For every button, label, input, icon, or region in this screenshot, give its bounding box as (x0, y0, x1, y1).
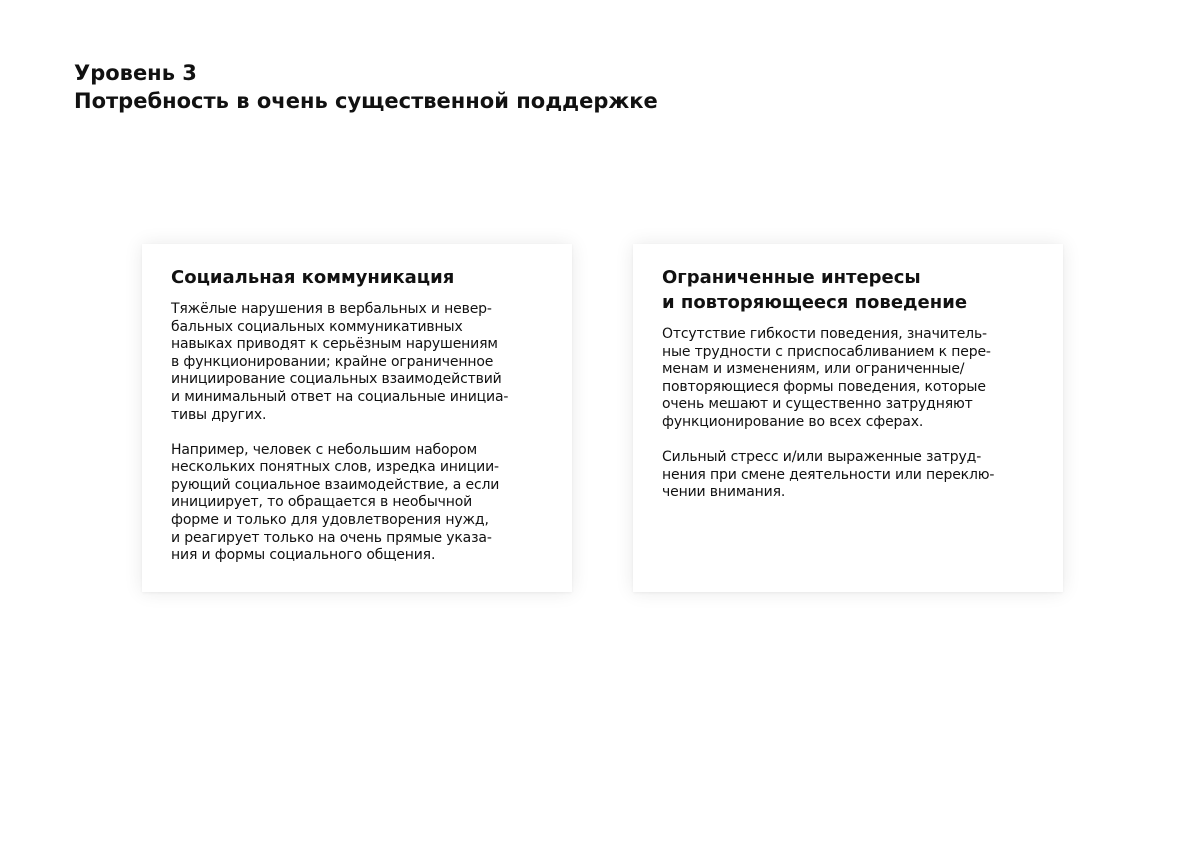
text-line: Отсутствие гибкости поведения, значитель- (662, 326, 987, 342)
text-line: форме и только для удовлетворения нужд, (171, 512, 489, 529)
text-line: ния и формы социального общения. (171, 547, 436, 564)
card-paragraph (171, 442, 548, 565)
card-paragraph (171, 301, 548, 424)
text-line: повторяющиеся формы поведения, которые (662, 378, 986, 395)
text-line: рующий социальное взаимодействие, а если (171, 476, 500, 493)
card-title-line: Социальная коммуникация (171, 267, 455, 288)
card-title (171, 265, 548, 290)
page-title-level: Уровень 3 (74, 61, 197, 85)
text-line: Сильный стресс и/или выраженные затруд- (662, 449, 982, 466)
text-line: Например, человек с небольшим набором (171, 441, 478, 458)
card-paragraph (662, 449, 1039, 502)
text-line: и минимальный ответ на социальные инициа- (171, 388, 509, 405)
text-line: бальных социальных коммуникативных (171, 318, 463, 335)
card-title-line: Ограниченные интересы (662, 267, 921, 288)
text-line: очень мешают и существенно затрудняют (662, 396, 973, 413)
page-title-description: Потребность в очень существенной поддержке (74, 89, 658, 113)
text-line: функционирование во всех сферах. (662, 413, 924, 430)
text-line: чении внимания. (662, 484, 786, 501)
card-restricted-interests (633, 244, 1063, 592)
text-line: нескольких понятных слов, изредка иниции- (171, 459, 499, 476)
text-line: менам и изменениям, или ограниченные/ (662, 361, 965, 378)
text-line: тивы других. (171, 406, 267, 423)
text-line: ные трудности с приспосабливанием к пере- (662, 343, 991, 360)
text-line: навыках приводят к серьёзным нарушениям (171, 336, 498, 353)
text-line: нения при смене деятельности или переклю- (662, 466, 995, 483)
text-line: инициирует, то обращается в необычной (171, 494, 473, 511)
text-line: в функционировании; крайне ограниченное (171, 353, 494, 370)
card-title-line: и повторяющееся поведение (662, 292, 968, 313)
text-line: и реагирует только на очень прямые указа- (171, 529, 492, 546)
page-title (74, 59, 658, 115)
card-title (662, 265, 1039, 315)
card-social-communication (142, 244, 572, 592)
text-line: инициирование социальных взаимодействий (171, 371, 502, 388)
card-paragraph (662, 326, 1039, 432)
text-line: Тяжёлые нарушения в вербальных и невер- (171, 301, 492, 317)
